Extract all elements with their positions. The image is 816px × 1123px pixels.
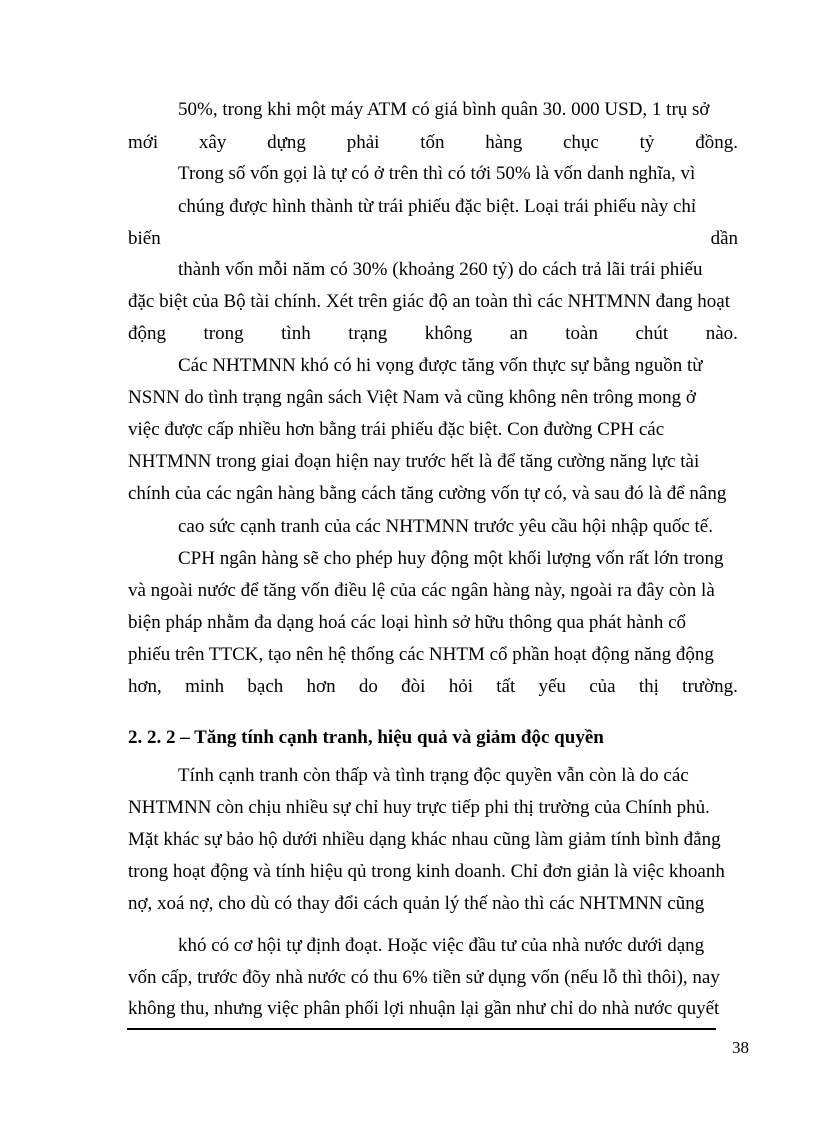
word: mới: [128, 132, 159, 153]
word: dần: [710, 228, 738, 249]
word: dựng: [267, 132, 306, 153]
text-line-21: Tính cạnh tranh còn thấp và tình trạng độc quyền vẫn còn là do các: [178, 765, 689, 786]
word: chục: [562, 132, 599, 153]
text-line-9: Các NHTMNN khó có hi vọng được tăng vốn thực sự bằng nguồn từ: [178, 355, 703, 376]
word: yếu: [538, 676, 566, 697]
text-line-22: NHTMNN còn chịu nhiều sự chỉ huy trực tiếp phi thị trường của Chính phủ.: [128, 797, 710, 818]
text-line-3: Trong số vốn gọi là tự có ở trên thì có tới 50% là vốn danh nghĩa, vì: [178, 163, 696, 184]
word: trong: [203, 323, 244, 344]
word: minh: [185, 676, 225, 697]
text-line-27: vốn cấp, trước đõy nhà nước có thu 6% tiền sử dụng vốn (nếu lỗ thì thôi), nay: [128, 967, 720, 988]
text-line-7: đặc biệt của Bộ tài chính. Xét trên giác độ an toàn thì các NHTMNN đang hoạt: [128, 291, 730, 312]
text-line-19: [128, 673, 738, 701]
word: tình: [281, 323, 311, 344]
word: bạch: [247, 676, 284, 697]
text-line-2: [128, 129, 738, 157]
word: toàn: [565, 323, 598, 344]
text-line-18: phiếu trên TTCK, tạo nên hệ thống các NHTM cổ phần hoạt động năng động: [128, 644, 714, 665]
word: đòi: [401, 676, 426, 697]
text-line-25: nợ, xoá nợ, cho dù có thay đổi cách quản lý thế nào thì các NHTMNN cũng: [128, 893, 705, 914]
text-line-12: NHTMNN trong giai đoạn hiện nay trước hết là để tăng cường năng lực tài: [128, 451, 700, 472]
text-line-4: chúng được hình thành từ trái phiếu đặc biệt. Loại trái phiếu này chỉ: [178, 196, 697, 217]
text-line-5: [128, 225, 738, 253]
word: trạng: [348, 323, 388, 344]
word: an: [509, 323, 528, 344]
text-line-16: và ngoài nước để tăng vốn điều lệ của các ngân hàng này, ngoài ra đây còn là: [128, 580, 715, 601]
word: nào.: [705, 323, 738, 344]
word: tỷ: [639, 132, 655, 153]
word: động: [128, 323, 166, 344]
word: trường.: [682, 676, 738, 697]
word: hỏi: [448, 676, 473, 697]
word: của: [589, 676, 616, 697]
word: biến: [128, 228, 161, 249]
page-number: 38: [732, 1038, 749, 1057]
word: do: [358, 676, 378, 697]
word: phải: [346, 132, 380, 153]
text-line-28: không thu, nhưng việc phân phối lợi nhuận lại gần như chỉ do nhà nước quyết: [128, 998, 720, 1019]
word: hàng: [485, 132, 523, 153]
text-line-1: 50%, trong khi một máy ATM có giá bình quân 30. 000 USD, 1 trụ sở: [178, 99, 710, 120]
text-line-11: việc được cấp nhiều hơn bằng trái phiếu đặc biệt. Con đường CPH các: [128, 419, 665, 440]
text-line-15: CPH ngân hàng sẽ cho phép huy động một khối lượng vốn rất lớn trong: [178, 548, 724, 569]
word: xây: [198, 132, 227, 153]
word: đồng.: [695, 132, 738, 153]
text-line-24: trong hoạt động và tính hiệu qủ trong kinh doanh. Chỉ đơn giản là việc khoanh: [128, 861, 725, 882]
text-line-6: thành vốn mỗi năm có 30% (khoảng 260 tỷ) do cách trả lãi trái phiếu: [178, 259, 703, 280]
word: tốn: [420, 132, 445, 153]
word: hơn: [306, 676, 336, 697]
word: chút: [635, 323, 669, 344]
text-line-26: khó có cơ hội tự định đoạt. Hoặc việc đầu tư của nhà nước dưới dạng: [178, 935, 705, 956]
text-line-8: [128, 320, 738, 348]
text-line-10: NSNN do tình trạng ngân sách Việt Nam và cũng không nên trông mong ở: [128, 387, 696, 408]
word: thị: [638, 676, 659, 697]
text-line-13: chính của các ngân hàng bằng cách tăng cường vốn tự có, và sau đó là để nâng: [128, 483, 727, 504]
word: hơn,: [128, 676, 162, 697]
word: tất: [496, 676, 516, 697]
word: không: [424, 323, 473, 344]
text-line-17: biện pháp nhằm đa dạng hoá các loại hình sở hữu thông qua phát hành cổ: [128, 612, 687, 633]
section-heading: 2. 2. 2 – Tăng tính cạnh tranh, hiệu quả và giảm độc quyền: [128, 727, 604, 748]
footer-rule: [127, 1028, 716, 1030]
text-line-23: Mặt khác sự bảo hộ dưới nhiều dạng khác nhau cũng làm giảm tính bình đẳng: [128, 829, 721, 850]
text-line-14: cao sức cạnh tranh của các NHTMNN trước yêu cầu hội nhập quốc tế.: [178, 516, 713, 537]
